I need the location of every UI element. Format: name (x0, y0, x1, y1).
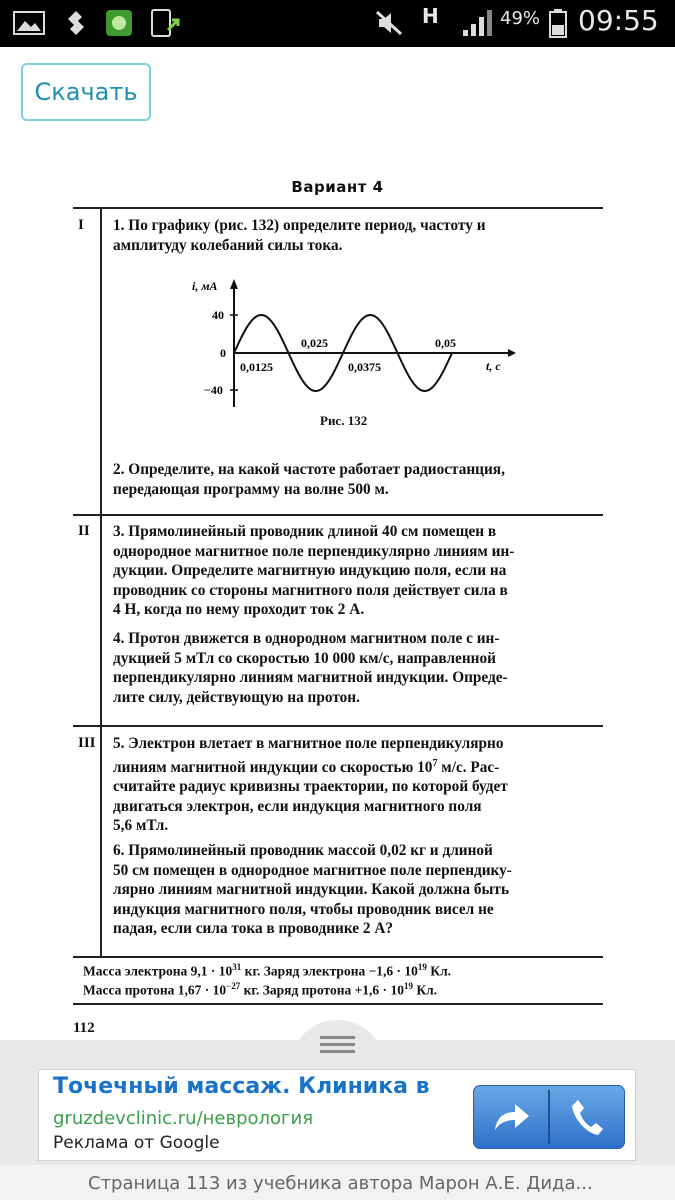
x-tick-label: 0,0125 (240, 360, 273, 374)
update-icon (148, 8, 182, 38)
table-top-border (73, 207, 603, 209)
ad-title[interactable]: Точечный массаж. Клиника в (53, 1074, 430, 1099)
y-axis-arrow (230, 279, 238, 289)
bottom-caption-bar (0, 1165, 675, 1200)
task-5: 5. Электрон влетает в магнитное поле перпендикулярно линиям магнитной индукции со скоростью $10^7$ м/с. Рас- считайте радиус кривизны траектории, по которой будет двигаться электрон, если индукция магнитного поля 5,6 мТл. (113, 734, 601, 836)
network-h-icon: H (422, 4, 439, 28)
x-tick-label: 0,025 (301, 336, 328, 350)
figure-caption: Рис. 132 (320, 413, 368, 428)
x-axis-arrow (508, 349, 516, 357)
ad-action-buttons (473, 1085, 625, 1149)
section-divider-1 (73, 514, 603, 516)
task-2: 2. Определите, на какой частоте работает радиостанция, передающая программу на волне 500 м. (113, 461, 505, 498)
battery-percent: 49% (500, 8, 541, 29)
status-bar (0, 0, 675, 47)
menu-handle-icon (320, 1036, 355, 1039)
ad-attribution: Реклама от Google (53, 1133, 220, 1153)
menu-handle-icon (320, 1043, 355, 1046)
x-axis-label: t, с (486, 359, 501, 373)
y-tick-label: −40 (204, 383, 223, 397)
mute-icon (373, 8, 405, 38)
table-bottom-border (73, 956, 603, 958)
level-label: III (78, 735, 96, 751)
ad-call-button[interactable] (550, 1086, 624, 1148)
level-label: I (78, 217, 84, 233)
task-3: 3. Прямолинейный проводник длиной 40 см помещен в однородное магнитное поле перпендикулярно линиям ин- дукции. Определите магнитную индукцию поля, если на проводник со стороны магнитного поля действует сила в 4 Н, когда по нему проходит ток 2 А. (113, 523, 515, 618)
ad-url[interactable]: gruzdevclinic.ru/неврология (53, 1108, 314, 1129)
level-label: II (78, 523, 90, 539)
forward-arrow-icon (491, 1100, 531, 1134)
page-caption: Страница 113 из учебника автора Марон А.Е. Дида... (88, 1173, 593, 1194)
variant-title: Вариант 4 (291, 178, 384, 196)
x-tick-label: 0,05 (435, 336, 456, 350)
section-divider-2 (73, 725, 603, 727)
proton-constants-note: Масса протона $1,67 \cdot 10^{-27}$ кг. Заряд протона $+1,6 \cdot 10^{19}$ Кл. (83, 981, 438, 998)
y-tick-label: 40 (212, 308, 224, 322)
phone-icon (569, 1097, 605, 1137)
antivirus-icon (104, 8, 134, 38)
task-5-line-2: линиям магнитной индукции со скоростью $10^7$ м/с. Рас- (113, 757, 500, 776)
task-4: 4. Протон движется в однородном магнитном поле с ин- дукцией 5 мТл со скоростью 10 000 км/с, направленной перпендикулярно линиям магнитной индукции. Опреде- лите силу, действующую на протон. (113, 630, 508, 706)
clock: 09:55 (578, 4, 659, 37)
x-tick-label: 0,0375 (348, 360, 381, 374)
page-number: 112 (73, 1020, 95, 1036)
ad-box[interactable] (38, 1069, 636, 1161)
y-tick-label: 0 (220, 346, 226, 360)
task-6: 6. Прямолинейный проводник массой 0,02 кг и длиной 50 см помещен в однородное магнитное поле перпендику- лярно линиям магнитной индукции. Какой должна быть индукция магнитного поля, чтобы проводник висел не падая, если сила тока в проводнике 2 А? (113, 842, 512, 937)
signal-icon (461, 8, 495, 38)
app-icon (62, 8, 90, 38)
y-axis-label: i, мА (192, 279, 218, 293)
electron-constants-note: Масса электрона $9,1 \cdot 10^{31}$ кг. Заряд электрона $-1,6 \cdot 10^{19}$ Кл. (83, 962, 452, 979)
ad-open-button[interactable] (474, 1086, 548, 1148)
battery-icon (548, 8, 568, 38)
textbook-page (0, 160, 675, 1040)
task-1: 1. По графику (рис. 132) определите период, частоту и амплитуду колебаний силы тока. (113, 217, 486, 254)
ad-banner (0, 1067, 675, 1165)
current-graph (190, 275, 520, 410)
table-column-divider (100, 207, 102, 957)
notes-bottom-border (73, 1003, 603, 1005)
download-button[interactable]: Скачать (21, 63, 151, 121)
menu-handle-icon (320, 1050, 355, 1053)
gallery-icon (12, 8, 46, 38)
